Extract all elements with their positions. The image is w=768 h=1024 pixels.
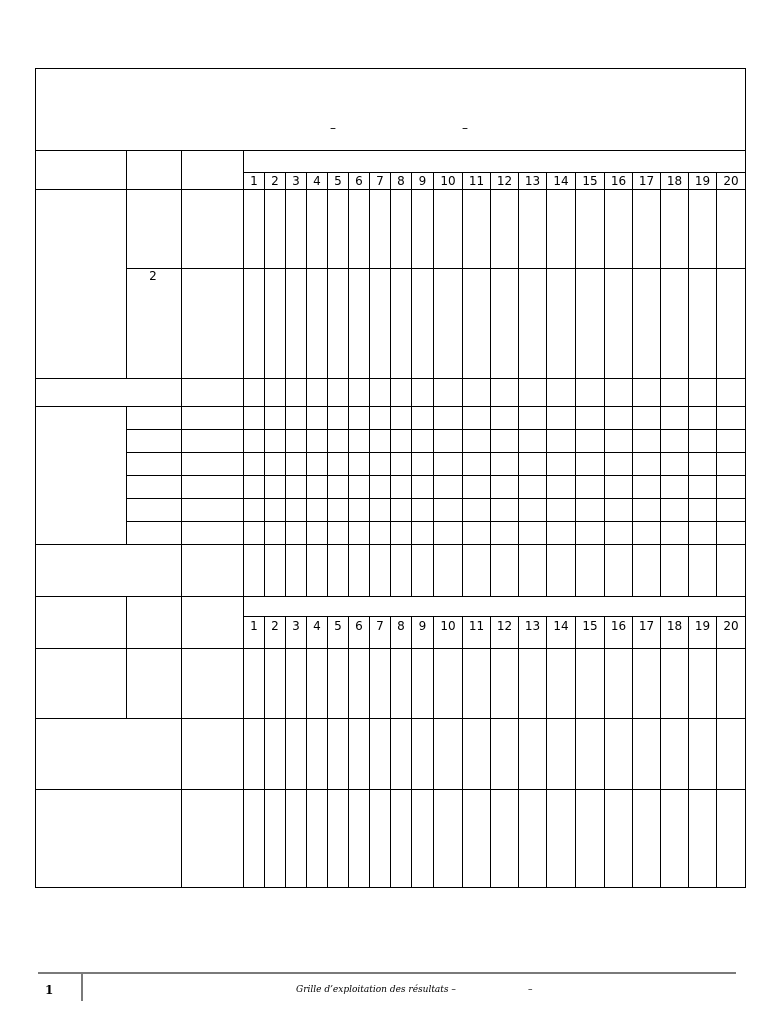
section1-number-col-8: 8 bbox=[397, 174, 405, 188]
section1-number-col-11: 11 bbox=[468, 174, 485, 188]
section1-row-label-2: 2 bbox=[149, 269, 157, 283]
grid-border-top bbox=[35, 68, 746, 69]
number-column-line bbox=[546, 172, 547, 597]
number-column-line bbox=[285, 616, 286, 888]
number-column-line bbox=[306, 616, 307, 888]
number-column-line bbox=[518, 172, 519, 597]
section2-number-col-4: 4 bbox=[313, 619, 321, 633]
col-divider-3 bbox=[243, 150, 244, 888]
number-column-line bbox=[306, 172, 307, 597]
section2-number-col-19: 19 bbox=[694, 619, 711, 633]
number-column-line bbox=[390, 172, 391, 597]
section1-number-col-2: 2 bbox=[271, 174, 279, 188]
subrow-divider bbox=[126, 429, 746, 430]
section1-number-col-1: 1 bbox=[250, 174, 258, 188]
section1-number-row-top bbox=[243, 172, 746, 173]
number-column-line bbox=[327, 172, 328, 597]
number-column-line bbox=[518, 616, 519, 888]
section1-number-col-9: 9 bbox=[418, 174, 427, 188]
section2-number-col-11: 11 bbox=[468, 619, 485, 633]
number-column-line bbox=[433, 616, 434, 888]
footer-rule bbox=[38, 972, 736, 974]
section2-number-col-10: 10 bbox=[440, 619, 456, 633]
number-column-line bbox=[285, 172, 286, 597]
number-column-line bbox=[348, 616, 349, 888]
number-column-line bbox=[632, 172, 633, 597]
section2-number-col-5: 5 bbox=[334, 619, 342, 633]
section2-number-col-3: 3 bbox=[292, 619, 300, 633]
col-divider-2 bbox=[181, 150, 182, 888]
section2-number-col-15: 15 bbox=[582, 619, 598, 633]
page-number: 1 bbox=[45, 983, 54, 997]
footer-separator bbox=[81, 973, 83, 1001]
section2-number-col-14: 14 bbox=[553, 619, 569, 633]
section1-row-divider bbox=[126, 268, 746, 269]
number-column-line bbox=[411, 616, 412, 888]
number-column-line bbox=[660, 616, 661, 888]
header-dash-right: – bbox=[462, 121, 468, 135]
section1-number-col-15: 15 bbox=[582, 174, 598, 188]
number-column-line bbox=[369, 172, 370, 597]
header-dash-left: – bbox=[330, 121, 336, 135]
section2-number-col-12: 12 bbox=[496, 619, 513, 633]
col-divider-1 bbox=[126, 406, 127, 545]
section1-number-col-4: 4 bbox=[313, 174, 321, 188]
number-column-line bbox=[390, 616, 391, 888]
subrow-divider bbox=[126, 475, 746, 476]
number-column-line bbox=[716, 172, 717, 597]
subrow-divider bbox=[126, 452, 746, 453]
section2-number-col-17: 17 bbox=[638, 619, 655, 633]
subrow-divider bbox=[126, 521, 746, 522]
number-column-line bbox=[433, 172, 434, 597]
grid-border-left bbox=[35, 68, 36, 888]
number-column-line bbox=[369, 616, 370, 888]
section1-number-col-10: 10 bbox=[440, 174, 456, 188]
section1-number-col-16: 16 bbox=[610, 174, 627, 188]
number-column-line bbox=[688, 172, 689, 597]
section1-number-col-6: 6 bbox=[355, 174, 363, 188]
section1-number-col-5: 5 bbox=[334, 174, 342, 188]
section1-number-col-18: 18 bbox=[666, 174, 683, 188]
section2-number-col-9: 9 bbox=[418, 619, 427, 633]
section2-number-col-6: 6 bbox=[355, 619, 363, 633]
number-column-line bbox=[462, 172, 463, 597]
section2-number-col-20: 20 bbox=[723, 619, 739, 633]
section2-number-row-top bbox=[243, 616, 746, 617]
section1-number-col-7: 7 bbox=[376, 174, 384, 188]
section1-number-col-14: 14 bbox=[553, 174, 569, 188]
section1-number-col-20: 20 bbox=[723, 174, 739, 188]
header-block-bottom bbox=[35, 150, 746, 151]
number-column-line bbox=[327, 616, 328, 888]
section1-number-col-3: 3 bbox=[292, 174, 300, 188]
footer-dash: – bbox=[528, 985, 533, 995]
section1-number-col-13: 13 bbox=[524, 174, 541, 188]
section2-number-col-13: 13 bbox=[524, 619, 541, 633]
section2-number-col-1: 1 bbox=[250, 619, 258, 633]
section1-number-col-19: 19 bbox=[694, 174, 711, 188]
subrow-divider bbox=[126, 498, 746, 499]
section2-number-col-8: 8 bbox=[397, 619, 405, 633]
number-column-line bbox=[411, 172, 412, 597]
number-column-line bbox=[604, 172, 605, 597]
number-column-line bbox=[575, 616, 576, 888]
number-column-line bbox=[604, 616, 605, 888]
number-column-line bbox=[632, 616, 633, 888]
number-column-line bbox=[490, 172, 491, 597]
number-column-line bbox=[660, 172, 661, 597]
section2-number-col-7: 7 bbox=[376, 619, 384, 633]
number-column-line bbox=[462, 616, 463, 888]
number-column-line bbox=[575, 172, 576, 597]
number-column-line bbox=[348, 172, 349, 597]
number-column-line bbox=[716, 616, 717, 888]
number-column-line bbox=[688, 616, 689, 888]
footer-title: Grille d’exploitation des résultats – bbox=[296, 985, 456, 995]
number-column-line bbox=[264, 172, 265, 597]
number-column-line bbox=[490, 616, 491, 888]
col-divider-1 bbox=[126, 596, 127, 719]
col-divider-1 bbox=[126, 150, 127, 379]
section1-number-col-17: 17 bbox=[638, 174, 655, 188]
section1-number-col-12: 12 bbox=[496, 174, 513, 188]
number-column-line bbox=[264, 616, 265, 888]
grid-border-right bbox=[745, 68, 746, 888]
number-column-line bbox=[546, 616, 547, 888]
section2-number-col-18: 18 bbox=[666, 619, 683, 633]
section2-number-col-2: 2 bbox=[271, 619, 279, 633]
section2-number-col-16: 16 bbox=[610, 619, 627, 633]
